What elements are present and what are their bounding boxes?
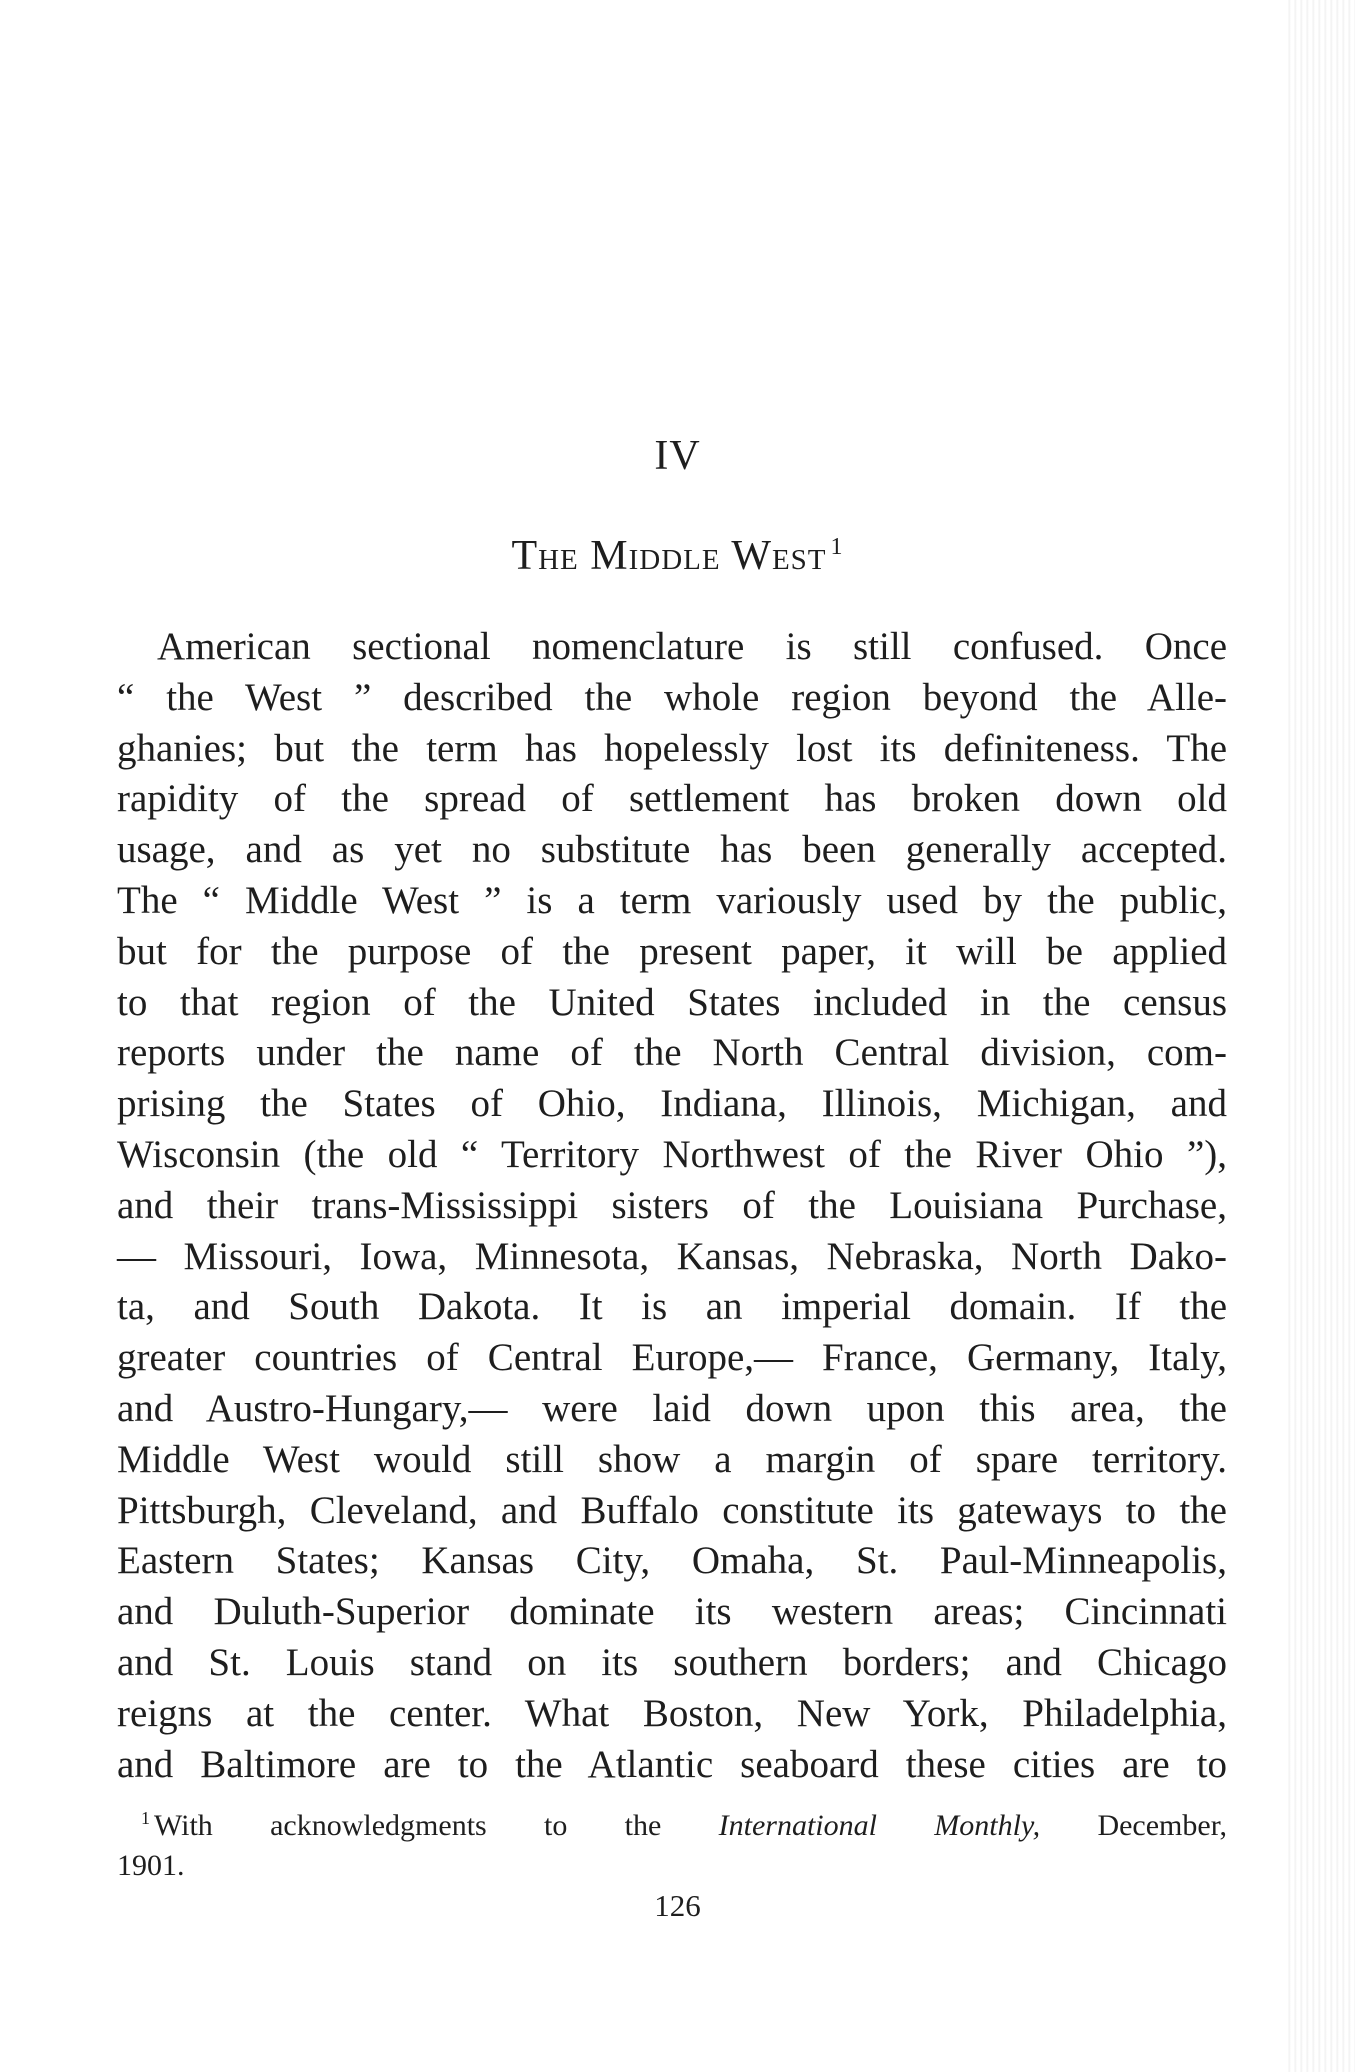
body-line: Pittsburgh, Cleveland, and Buffalo constitute its gateways to the — [117, 1488, 1227, 1532]
body-line: reigns at the center. What Boston, New York, Philadelphia, — [117, 1691, 1227, 1735]
body-line: — Missouri, Iowa, Minnesota, Kansas, Nebraska, North Dako- — [117, 1234, 1227, 1278]
body-line: usage, and as yet no substitute has been generally accepted. — [117, 828, 1227, 872]
body-line: ghanies; but the term has hopelessly lost its definiteness. The — [117, 726, 1227, 770]
page-number: 126 — [654, 1888, 701, 1923]
body-line: Middle West would still show a margin of spare territory. — [117, 1437, 1227, 1481]
scanned-page-edge — [1285, 0, 1355, 2072]
footnote-marker: 1 — [141, 1808, 150, 1828]
body-line: greater countries of Central Europe,— France, Germany, Italy, — [117, 1336, 1227, 1380]
footnote-text-before: With acknowledgments to the — [154, 1809, 719, 1842]
body-line: Wisconsin (the old “ Territory Northwest of the River Ohio ”), — [117, 1132, 1227, 1176]
footnote-text-after: December, — [1040, 1809, 1227, 1842]
body-line: and St. Louis stand on its southern borders; and Chicago — [117, 1640, 1227, 1684]
body-line: rapidity of the spread of settlement has broken down old — [117, 777, 1227, 821]
footnote-line — [117, 1806, 1227, 1846]
chapter-title: The Middle West — [511, 533, 827, 579]
body-line: but for the purpose of the present paper, it will be applied — [117, 929, 1227, 973]
body-line: to that region of the United States included in the census — [117, 980, 1227, 1024]
body-line: and Baltimore are to the Atlantic seaboard these cities are to — [117, 1742, 1227, 1786]
body-line: prising the States of Ohio, Indiana, Illinois, Michigan, and — [117, 1082, 1227, 1126]
footnote — [117, 1806, 1227, 1886]
chapter-title-heading — [0, 532, 1355, 580]
body-line: Eastern States; Kansas City, Omaha, St. Paul-Minneapolis, — [117, 1539, 1227, 1583]
body-line: The “ Middle West ” is a term variously used by the public, — [117, 878, 1227, 922]
body-line: and Austro-Hungary,— were laid down upon this area, the — [117, 1386, 1227, 1430]
body-line: reports under the name of the North Central division, com- — [117, 1031, 1227, 1075]
chapter-title-footnote-marker: 1 — [830, 534, 844, 560]
body-line: and their trans-Mississippi sisters of the Louisiana Purchase, — [117, 1183, 1227, 1227]
body-line: “ the West ” described the whole region beyond the Alle- — [117, 675, 1227, 719]
body-text — [117, 622, 1227, 1790]
footnote-publication: International Monthly, — [718, 1809, 1041, 1842]
body-line: and Duluth-Superior dominate its western areas; Cincinnati — [117, 1590, 1227, 1634]
body-line: ta, and South Dakota. It is an imperial domain. If the — [117, 1285, 1227, 1329]
body-line: American sectional nomenclature is still confused. Once — [157, 625, 1227, 668]
chapter-number: IV — [654, 433, 701, 479]
footnote-year: 1901. — [117, 1849, 185, 1882]
